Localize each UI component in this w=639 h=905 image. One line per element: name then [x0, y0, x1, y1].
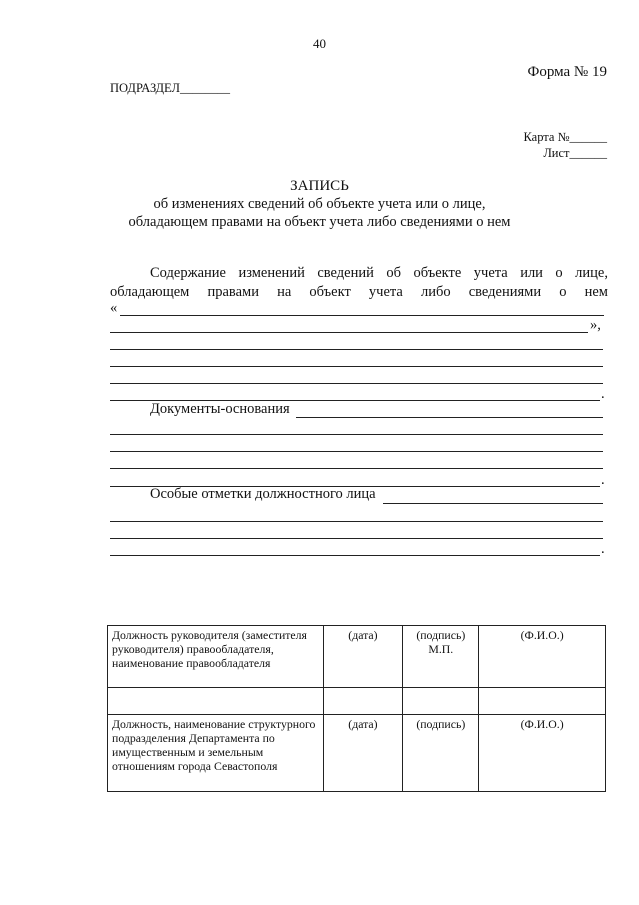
- document-title: ЗАПИСЬ: [290, 178, 349, 194]
- fill-line: [296, 417, 603, 418]
- documents-label: Документы-основания: [150, 401, 290, 417]
- empty-cell: [403, 688, 479, 715]
- close-quote: »,: [590, 317, 601, 333]
- fill-line: [383, 503, 603, 504]
- card-sheet-block: [523, 129, 607, 161]
- table-row: [108, 688, 606, 715]
- document-subtitle-line2: обладающем правами на объект учета либо сведениями о нем: [128, 214, 511, 230]
- period: .: [601, 472, 605, 488]
- open-quote: «: [110, 300, 118, 316]
- fill-line: [110, 468, 603, 469]
- signature-label: (подпись): [416, 628, 466, 642]
- empty-cell: [323, 688, 403, 715]
- fill-line: [110, 451, 603, 452]
- document-subtitle-line1: об изменениях сведений об объекте учета или о лице,: [153, 196, 486, 212]
- fill-line: [110, 366, 603, 367]
- page-number: 40: [313, 36, 326, 51]
- signature-table: [107, 625, 606, 792]
- content-line1: Содержание изменений сведений об объекте учета или о лице,: [150, 265, 608, 281]
- department-position-cell: Должность, наименование структурного подразделения Департамента по имущественным и земельным отношениям города Севастополя: [108, 715, 324, 792]
- stamp-label: М.П.: [428, 642, 454, 656]
- signature-cell: (подпись): [403, 715, 479, 792]
- full-name-cell: (Ф.И.О.): [479, 715, 606, 792]
- date-cell: (дата): [323, 715, 403, 792]
- signature-stamp-cell: [403, 626, 479, 688]
- empty-cell: [108, 688, 324, 715]
- content-line2: обладающем правами на объект учета либо сведениями о нем: [110, 284, 608, 300]
- form-label: Форма № 19: [527, 64, 607, 80]
- date-cell: (дата): [323, 626, 403, 688]
- period: .: [601, 386, 605, 402]
- empty-cell: [479, 688, 606, 715]
- fill-line: [120, 315, 604, 316]
- table-row: [108, 626, 606, 688]
- fill-line: [110, 332, 588, 333]
- fill-line: [110, 383, 603, 384]
- fill-line: [110, 349, 603, 350]
- period: .: [601, 541, 605, 557]
- rightholder-position-cell: Должность руководителя (заместителя руководителя) правообладателя, наименование правообладателя: [108, 626, 324, 688]
- official-notes-label: Особые отметки должностного лица: [150, 486, 376, 502]
- full-name-cell: (Ф.И.О.): [479, 626, 606, 688]
- table-row: [108, 715, 606, 792]
- fill-line: [110, 555, 600, 556]
- sheet-label: Лист______: [543, 146, 607, 160]
- fill-line: [110, 538, 603, 539]
- fill-line: [110, 521, 603, 522]
- subsection-label: ПОДРАЗДЕЛ________: [110, 81, 231, 95]
- fill-line: [110, 434, 603, 435]
- card-label: Карта №______: [523, 130, 607, 144]
